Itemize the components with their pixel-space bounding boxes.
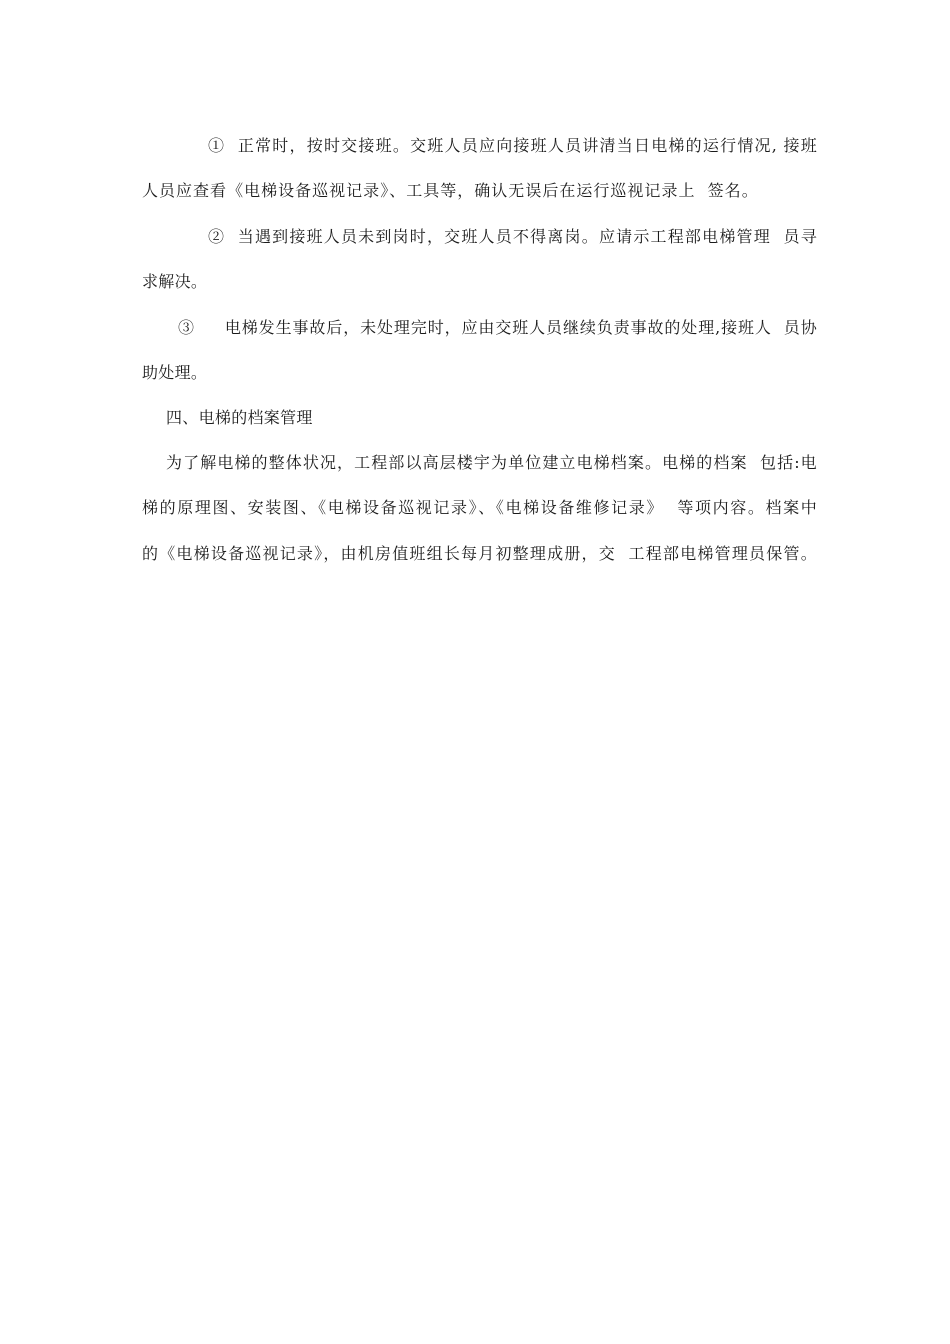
section-heading: 四、电梯的档案管理	[166, 408, 313, 427]
paragraph-1-line-2: 人员应查看《电梯设备巡视记录》、工具等，确认无误后在运行巡视记录上 签名。	[142, 181, 758, 200]
paragraph-2-line-2: 求解决。	[142, 272, 208, 291]
paragraph-4-line-2: 梯的原理图、安装图、《电梯设备巡视记录》、《电梯设备维修记录》 等项内容。档案中	[142, 498, 817, 517]
paragraph-3-line-2: 助处理。	[142, 363, 208, 382]
paragraph-3-line-1: ③ 电梯发生事故后，未处理完时，应由交班人员继续负责事故的处理,接班人 员协	[178, 318, 817, 337]
paragraph-4-line-3: 的《电梯设备巡视记录》，由机房值班组长每月初整理成册，交 工程部电梯管理员保管。	[142, 544, 817, 563]
paragraph-4-line-1: 为了解电梯的整体状况，工程部以高层楼宇为单位建立电梯档案。电梯的档案 包括:电	[166, 453, 817, 472]
paragraph-2-line-1: ② 当遇到接班人员未到岗时，交班人员不得离岗。应请示工程部电梯管理 员寻	[208, 227, 817, 246]
paragraph-1-line-1: ① 正常时，按时交接班。交班人员应向接班人员讲清当日电梯的运行情况, 接班	[208, 136, 817, 155]
